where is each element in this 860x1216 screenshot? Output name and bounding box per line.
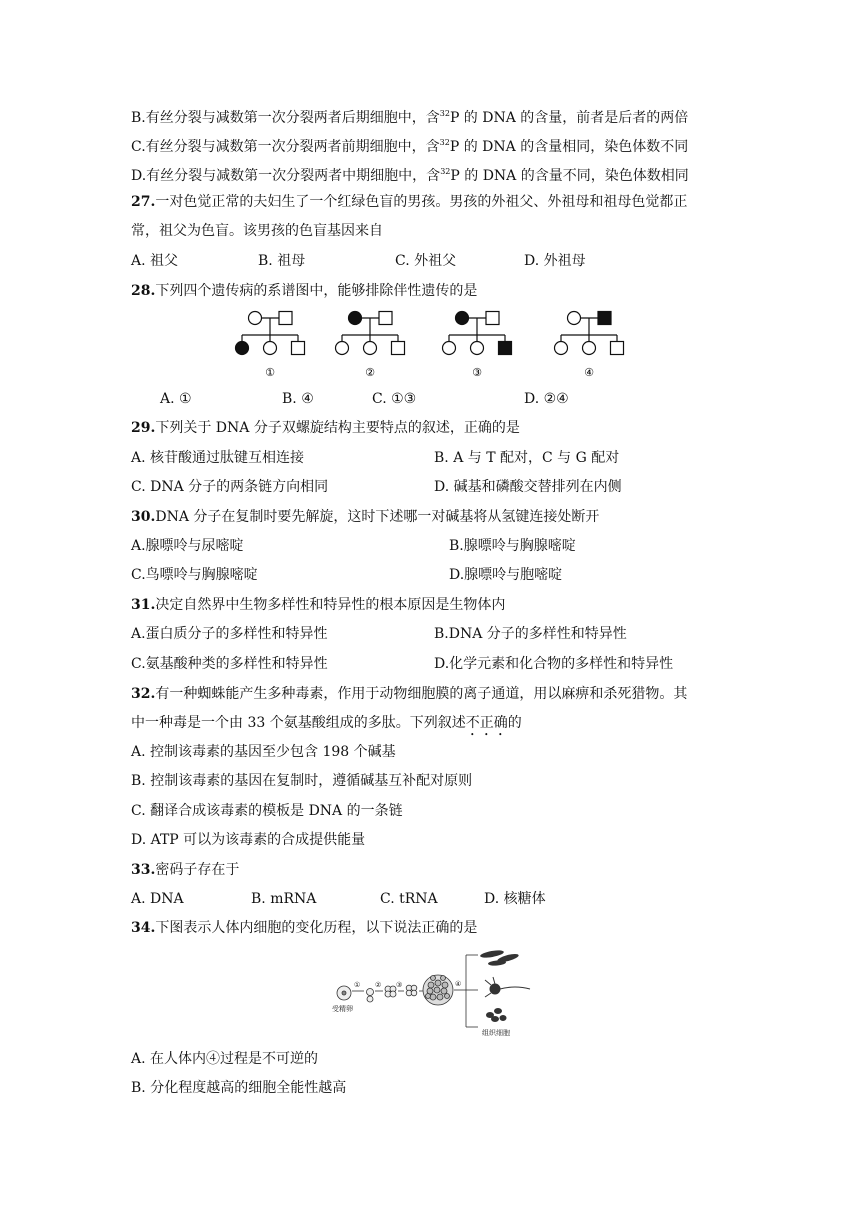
pedigree-3-daughter-1 bbox=[443, 342, 456, 355]
pedigree-3-affected-son bbox=[499, 342, 512, 355]
blood-cells bbox=[486, 1008, 507, 1022]
pedigree-4-mother bbox=[568, 312, 581, 325]
q28-option-d: D. ②④ bbox=[524, 391, 569, 407]
pedigree-3 bbox=[443, 312, 512, 355]
q30-stem: 30.DNA 分子在复制时要先解旋，这时下述哪一对碱基将从氢键连接处断开 bbox=[131, 509, 600, 525]
pedigree-1-mother bbox=[249, 312, 262, 325]
step-4-label: ④ bbox=[455, 980, 462, 988]
q28-stem: 28.下列四个遗传病的系谱图中，能够排除伴性遗传的是 bbox=[131, 283, 478, 299]
pedigree-2-son bbox=[392, 342, 405, 355]
q28-option-b: B. ④ bbox=[282, 391, 314, 407]
q27-option-c: C. 外祖父 bbox=[395, 253, 457, 269]
pedigree-1-son bbox=[292, 342, 305, 355]
pedigree-2 bbox=[336, 312, 405, 355]
pedigree-3-daughter-2 bbox=[471, 342, 484, 355]
q31-option-d: D.化学元素和化合物的多样性和特异性 bbox=[434, 656, 674, 672]
pedigree-4 bbox=[555, 312, 624, 355]
q34-option-b: B. 分化程度越高的细胞全能性越高 bbox=[131, 1080, 347, 1096]
pedigree-4-son bbox=[611, 342, 624, 355]
q27-option-d: D. 外祖母 bbox=[524, 253, 586, 269]
q27-option-a: A. 祖父 bbox=[131, 253, 179, 269]
pedigree-label-3: ③ bbox=[472, 366, 482, 379]
two-cell-stage bbox=[367, 989, 374, 996]
muscle-cells bbox=[480, 949, 520, 966]
pedigree-3-affected-mother bbox=[456, 312, 469, 325]
pedigree-2-daughter-1 bbox=[336, 342, 349, 355]
q31-option-b: B.DNA 分子的多样性和特异性 bbox=[434, 626, 627, 642]
q29-option-c: C. DNA 分子的两条链方向相同 bbox=[131, 479, 329, 495]
q33-option-b: B. mRNA bbox=[251, 891, 317, 907]
pedigree-2-father bbox=[379, 312, 392, 325]
pedigree-1-affected-daughter bbox=[236, 342, 249, 355]
q28-option-a: A. ① bbox=[160, 391, 192, 407]
q27-stem-line2: 常，祖父为色盲。该男孩的色盲基因来自 bbox=[131, 223, 383, 239]
q26-option-c: C.有丝分裂与减数第一次分裂两者前期细胞中，含$^{32}$P 的 DNA 的含量相同，染色体数不同 bbox=[131, 138, 689, 155]
q32-option-a: A. 控制该毒素的基因至少包含 198 个碱基 bbox=[131, 744, 396, 760]
q29-stem: 29.下列关于 DNA 分子双螺旋结构主要特点的叙述，正确的是 bbox=[131, 420, 520, 436]
cell-differentiation-figure bbox=[330, 945, 545, 1045]
q27-option-b: B. 祖母 bbox=[258, 253, 306, 269]
zygote-label: 受精卵 bbox=[332, 1005, 353, 1013]
q30-option-c: C.鸟嘌呤与胸腺嘧啶 bbox=[131, 567, 258, 583]
q26-option-b: B.有丝分裂与减数第一次分裂两者后期细胞中，含$^{32}$P 的 DNA 的含量，前者是后者的两倍 bbox=[131, 109, 689, 126]
emphasis-not-correct: 不正确 bbox=[465, 715, 508, 731]
q32-option-c: C. 翻译合成该毒素的模板是 DNA 的一条链 bbox=[131, 803, 403, 819]
pedigree-3-father bbox=[486, 312, 499, 325]
pedigree-1-daughter bbox=[264, 342, 277, 355]
q32-option-d: D. ATP 可以为该毒素的合成提供能量 bbox=[131, 832, 366, 848]
q27-stem-line1: 27.一对色觉正常的夫妇生了一个红绿色盲的男孩。男孩的外祖父、外祖母和祖母色觉都正 bbox=[131, 194, 688, 210]
pedigree-1 bbox=[236, 312, 305, 355]
pedigree-2-affected-mother bbox=[349, 312, 362, 325]
q28-option-c: C. ①③ bbox=[372, 391, 417, 407]
q29-option-b: B. A 与 T 配对，C 与 G 配对 bbox=[434, 450, 620, 466]
pedigree-1-father bbox=[279, 312, 292, 325]
tissue-cells-label: 组织细胞 bbox=[482, 1029, 510, 1037]
step-2-label: ② bbox=[375, 981, 382, 989]
q31-option-a: A.蛋白质分子的多样性和特异性 bbox=[131, 626, 328, 642]
q31-stem: 31.决定自然界中生物多样性和特异性的根本原因是生物体内 bbox=[131, 597, 506, 613]
q33-option-a: A. DNA bbox=[131, 891, 184, 907]
q33-option-c: C. tRNA bbox=[380, 891, 438, 907]
q30-option-d: D.腺嘌呤与胞嘧啶 bbox=[449, 567, 563, 583]
q29-option-a: A. 核苷酸通过肽键互相连接 bbox=[131, 450, 305, 466]
pedigree-4-affected-father bbox=[598, 312, 611, 325]
q32-option-b: B. 控制该毒素的基因在复制时，遵循碱基互补配对原则 bbox=[131, 773, 473, 789]
pedigree-label-4: ④ bbox=[584, 366, 594, 379]
pedigree-label-2: ② bbox=[365, 366, 375, 379]
q33-stem: 33.密码子存在于 bbox=[131, 862, 240, 878]
pedigree-4-daughter-2 bbox=[583, 342, 596, 355]
pedigree-figure bbox=[225, 305, 645, 380]
q30-option-a: A.腺嘌呤与尿嘧啶 bbox=[131, 538, 244, 554]
step-1-label: ① bbox=[354, 981, 361, 989]
pedigree-4-daughter-1 bbox=[555, 342, 568, 355]
q29-option-d: D. 碱基和磷酸交替排列在内侧 bbox=[434, 479, 622, 495]
q31-option-c: C.氨基酸种类的多样性和特异性 bbox=[131, 656, 328, 672]
pedigree-label-1: ① bbox=[265, 366, 275, 379]
q26-option-d: D.有丝分裂与减数第一次分裂两者中期细胞中，含$^{32}$P 的 DNA 的含量不同，染色体数相同 bbox=[131, 167, 689, 184]
q33-option-d: D. 核糖体 bbox=[484, 891, 546, 907]
q32-stem-line1: 32.有一种蜘蛛能产生多种毒素，作用于动物细胞膜的离子通道，用以麻痹和杀死猎物。其 bbox=[131, 686, 688, 702]
q32-stem-line2: 中一种毒是一个由 33 个氨基酸组成的多肽。下列叙述不正确的 bbox=[131, 715, 522, 731]
step-3-label: ③ bbox=[396, 981, 403, 989]
q34-stem: 34.下图表示人体内细胞的变化历程，以下说法正确的是 bbox=[131, 920, 478, 936]
q34-option-a: A. 在人体内④过程是不可逆的 bbox=[131, 1051, 319, 1067]
pedigree-2-daughter-2 bbox=[364, 342, 377, 355]
nerve-cell bbox=[485, 977, 530, 997]
q30-option-b: B.腺嘌呤与胸腺嘧啶 bbox=[449, 538, 576, 554]
